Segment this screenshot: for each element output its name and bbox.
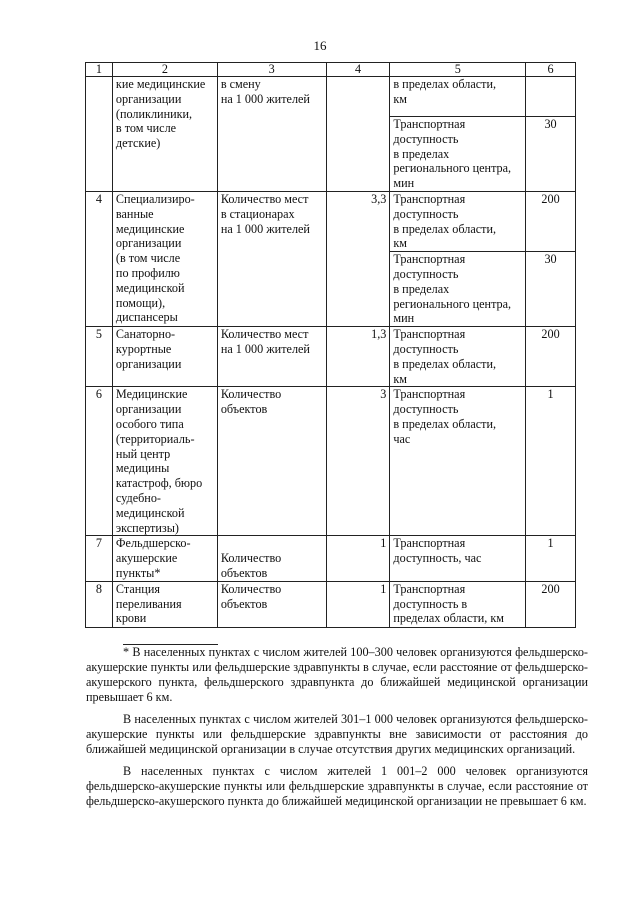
indicator-cell: Количество объектов bbox=[217, 387, 326, 536]
row-number-cell: 5 bbox=[86, 327, 113, 387]
value-cell bbox=[326, 77, 390, 192]
footnote-paragraph: * В населенных пунктах с числом жителей 100–300 человек организуются фельдшерско-акушерские пункты или фельдшерские здравпункты в случае, если расстояние от фельдшерско-акушерского пункта, фельдшерского здравпункта до ближайшей медицинской организации превышает 6 км. bbox=[86, 645, 588, 704]
limit-cell: 30 bbox=[526, 252, 576, 327]
header-cell: 6 bbox=[526, 63, 576, 77]
limit-cell: 200 bbox=[526, 191, 576, 251]
limit-cell: 200 bbox=[526, 581, 576, 627]
header-cell: 3 bbox=[217, 63, 326, 77]
accessibility-cell: Транспортная доступность в пределах области, км bbox=[390, 581, 526, 627]
table-row bbox=[86, 191, 576, 251]
value-cell: 3 bbox=[326, 387, 390, 536]
indicator-cell: Количество мест на 1 000 жителей bbox=[217, 327, 326, 387]
limit-cell: 200 bbox=[526, 327, 576, 387]
row-number-cell: 7 bbox=[86, 536, 113, 581]
page-number: 16 bbox=[313, 38, 327, 53]
footnote-paragraph: В населенных пунктах с числом жителей 301–1 000 человек организуются фельдшерско-акушерские пункты или фельдшерские здравпункты вне зависимости от расстояния до ближайшей медицинской организации в случае отсутствия других медицинских организаций. bbox=[86, 712, 588, 756]
limit-cell: 1 bbox=[526, 387, 576, 536]
row-number-cell: 6 bbox=[86, 387, 113, 536]
table-header-row bbox=[86, 63, 576, 77]
limit-cell bbox=[526, 77, 576, 117]
value-cell: 1 bbox=[326, 581, 390, 627]
table-body bbox=[86, 63, 576, 628]
footnotes bbox=[86, 645, 588, 816]
limit-cell: 1 bbox=[526, 536, 576, 581]
header-cell: 5 bbox=[390, 63, 526, 77]
indicator-cell: в смену на 1 000 жителей bbox=[217, 77, 326, 192]
organization-name-cell: Медицинские организации особого типа (территориаль- ный центр медицины катастроф, бюро судебно- медицинской экспертизы) bbox=[112, 387, 217, 536]
organization-name-cell: Специализиро- ванные медицинские организации (в том числе по профилю медицинской помощи), диспансеры bbox=[112, 191, 217, 326]
row-number-cell: 4 bbox=[86, 191, 113, 326]
value-cell: 1 bbox=[326, 536, 390, 581]
accessibility-cell: Транспортная доступность в пределах регионального центра, мин bbox=[390, 117, 526, 192]
header-cell: 4 bbox=[326, 63, 390, 77]
table-row bbox=[86, 536, 576, 581]
organization-name-cell: Санаторно- курортные организации bbox=[112, 327, 217, 387]
accessibility-cell: Транспортная доступность в пределах области, км bbox=[390, 327, 526, 387]
header-cell: 1 bbox=[86, 63, 113, 77]
accessibility-cell: Транспортная доступность, час bbox=[390, 536, 526, 581]
indicator-cell: Количество объектов bbox=[217, 581, 326, 627]
row-number-cell bbox=[86, 77, 113, 192]
header-cell: 2 bbox=[112, 63, 217, 77]
organization-name-cell: кие медицинские организации (поликлиники, в том числе детские) bbox=[112, 77, 217, 192]
accessibility-cell: Транспортная доступность в пределах области, час bbox=[390, 387, 526, 536]
accessibility-cell: Транспортная доступность в пределах регионального центра, мин bbox=[390, 252, 526, 327]
indicator-cell: Количество объектов bbox=[217, 536, 326, 581]
table-row bbox=[86, 387, 576, 536]
accessibility-cell: Транспортная доступность в пределах области, км bbox=[390, 191, 526, 251]
limit-cell: 30 bbox=[526, 117, 576, 192]
indicator-cell: Количество мест в стационарах на 1 000 жителей bbox=[217, 191, 326, 326]
row-number-cell: 8 bbox=[86, 581, 113, 627]
organization-name-cell: Фельдшерско- акушерские пункты* bbox=[112, 536, 217, 581]
value-cell: 1,3 bbox=[326, 327, 390, 387]
table-row bbox=[86, 327, 576, 387]
table-row bbox=[86, 77, 576, 117]
table-row bbox=[86, 581, 576, 627]
value-cell: 3,3 bbox=[326, 191, 390, 326]
organization-name-cell: Станция переливания крови bbox=[112, 581, 217, 627]
footnote-paragraph: В населенных пунктах с числом жителей 1 001–2 000 человек организуются фельдшерско-акушерские пункты или фельдшерские здравпункты в случае, если расстояние от фельдшерско-акушерского пункта до ближайшей медицинской организации не превышает 6 км. bbox=[86, 764, 588, 808]
standards-table bbox=[85, 62, 576, 628]
accessibility-cell: в пределах области, км bbox=[390, 77, 526, 117]
